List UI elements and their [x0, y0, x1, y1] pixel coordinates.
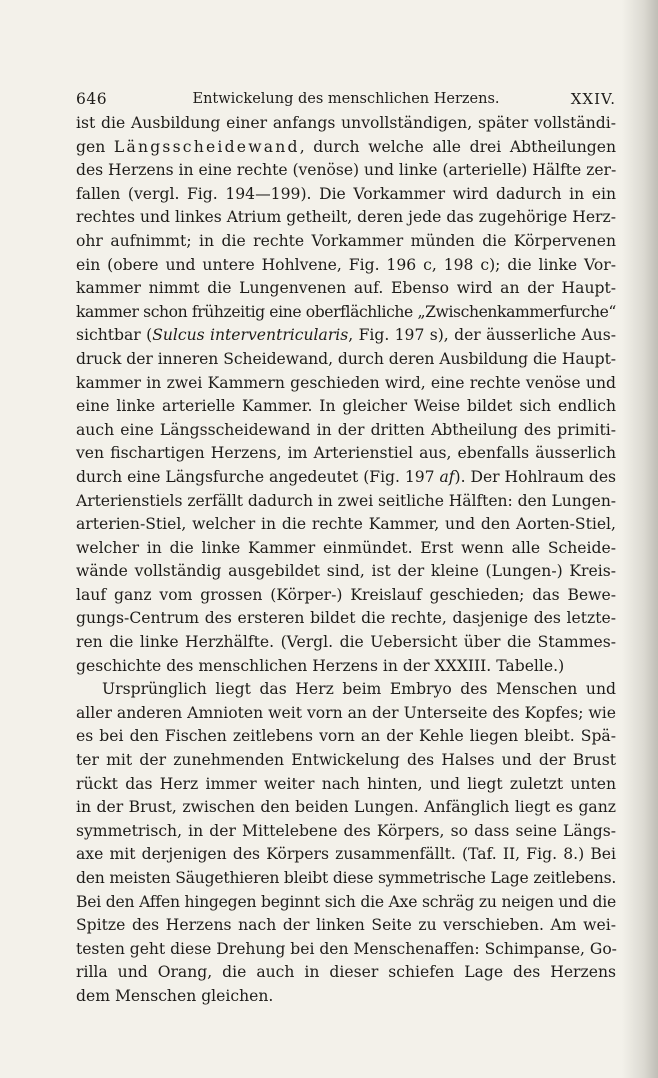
text-line: lauf ganz vom grossen (Körper-) Kreislauf geschieden; das Bewe-	[76, 585, 616, 604]
text-line: rechtes und linkes Atrium getheilt, deren jede das zugehörige Herz-	[76, 208, 616, 227]
text-line: aller anderen Amnioten weit vorn an der Unterseite des Kopfes; wie	[76, 703, 616, 722]
text-line: ein (obere und untere Hohlvene, Fig. 196 c, 198 c); die linke Vor-	[76, 255, 616, 274]
text-line: in der Brust, zwischen den beiden Lungen. Anfänglich liegt es ganz	[76, 798, 616, 817]
running-title: Entwickelung des menschlichen Herzens.	[192, 91, 500, 107]
text-line: ven fischartigen Herzens, im Arterienstiel aus, ebenfalls äusserlich	[76, 444, 616, 463]
text-line: ohr aufnimmt; in die rechte Vorkammer münden die Körpervenen	[76, 231, 616, 250]
chapter-number: XXIV.	[570, 90, 616, 108]
emphasized-term: Längsscheidewand	[113, 137, 300, 156]
text-line	[76, 324, 616, 348]
text-line: symmetrisch, in der Mittelebene des Körpers, so dass seine Längs-	[76, 821, 616, 840]
text-line: den meisten Säugethieren bleibt diese symmetrische Lage zeitlebens.	[76, 869, 617, 887]
text-span: durch eine Längsfurche angedeutet (Fig. 197	[76, 467, 440, 486]
text-line: dem Menschen gleichen.	[76, 986, 274, 1005]
text-line	[76, 136, 616, 160]
text-line	[76, 466, 616, 490]
text-line: Bei den Affen hingegen beginnt sich die Axe schräg zu neigen und die	[76, 892, 617, 911]
text-line: Ursprünglich liegt das Herz beim Embryo des Menschen und	[102, 680, 616, 699]
text-line: geschichte des menschlichen Herzens in der XXXIII. Tabelle.)	[76, 656, 565, 675]
text-line: des Herzens in eine rechte (venöse) und linke (arterielle) Hälfte zer-	[76, 161, 617, 180]
text-line: arterien-Stiel, welcher in die rechte Kammer, und den Aorten-Stiel,	[76, 515, 616, 534]
text-span: , durch welche alle drei Abtheilungen	[299, 137, 617, 156]
text-line: es bei den Fischen zeitlebens vorn an der Kehle liegen bleibt. Spä-	[76, 727, 616, 746]
text-line: welcher in die linke Kammer einmündet. Erst wenn alle Scheide-	[76, 538, 616, 557]
figure-label: af	[439, 467, 455, 486]
text-line: kammer nimmt die Lungenvenen auf. Ebenso wird an der Haupt-	[76, 279, 616, 298]
book-page	[76, 86, 616, 1009]
paragraph-1	[76, 112, 616, 678]
latin-term: Sulcus interventricularis	[152, 326, 349, 345]
text-line: axe mit derjenigen des Körpers zusammenfällt. (Taf. II, Fig. 8.) Bei	[76, 845, 616, 864]
text-line: fallen (vergl. Fig. 194—199). Die Vorkammer wird dadurch in ein	[76, 184, 616, 203]
text-span: gen	[76, 137, 114, 156]
text-line: ist die Ausbildung einer anfangs unvollständigen, später vollständi-	[76, 114, 616, 132]
body-text	[76, 112, 616, 1009]
text-line: rückt das Herz immer weiter nach hinten, und liegt zuletzt unten	[76, 774, 616, 793]
text-line: druck der inneren Scheidewand, durch deren Ausbildung die Haupt-	[76, 349, 616, 368]
text-line: Spitze des Herzens nach der linken Seite zu verschieben. Am wei-	[76, 916, 616, 935]
text-line: rilla und Orang, die auch in dieser schiefen Lage des Herzens	[76, 963, 616, 982]
text-line: testen geht diese Drehung bei den Menschenaffen: Schimpanse, Go-	[76, 939, 617, 958]
page-edge-shadow	[622, 0, 658, 1078]
text-line: eine linke arterielle Kammer. In gleicher Weise bildet sich endlich	[76, 397, 616, 416]
text-line: wände vollständig ausgebildet sind, ist der kleine (Lungen-) Kreis-	[76, 562, 616, 581]
text-span: ). Der Hohlraum des	[454, 467, 616, 486]
text-span: sichtbar (	[76, 326, 153, 345]
paragraph-2	[76, 678, 616, 1008]
running-header	[76, 86, 616, 112]
text-span: , Fig. 197 s), der äusserliche Aus-	[348, 326, 616, 345]
text-line: kammer schon frühzeitig eine oberflächliche „Zwischenkammerfurche“	[76, 302, 616, 321]
page-number: 646	[76, 90, 108, 108]
text-line: ren die linke Herzhälfte. (Vergl. die Uebersicht über die Stammes-	[76, 633, 616, 652]
text-line: Arterienstiels zerfällt dadurch in zwei seitliche Hälften: den Lungen-	[76, 491, 616, 510]
text-line: kammer in zwei Kammern geschieden wird, eine rechte venöse und	[76, 373, 616, 392]
text-line: auch eine Längsscheidewand in der dritten Abtheilung des primiti-	[76, 420, 616, 439]
text-line: ter mit der zunehmenden Entwickelung des Halses und der Brust	[76, 751, 616, 770]
text-line: gungs-Centrum des ersteren bildet die rechte, dasjenige des letzte-	[76, 609, 616, 628]
